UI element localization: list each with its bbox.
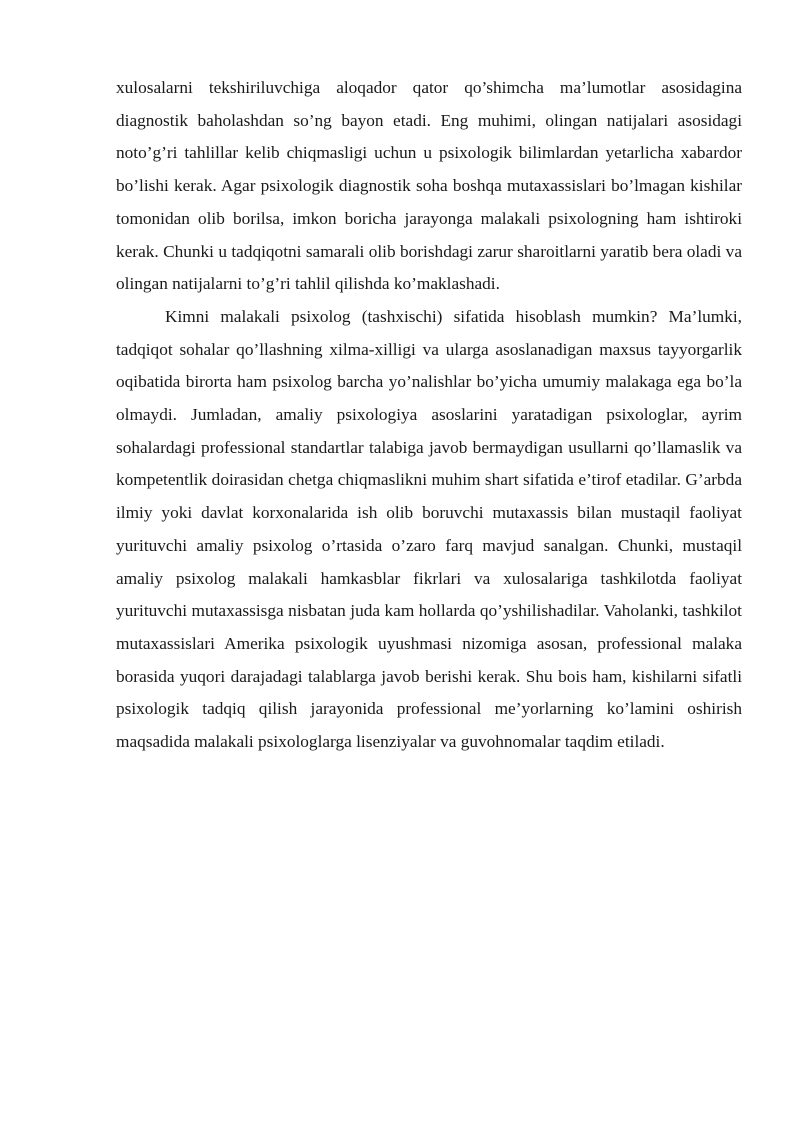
body-text: [116, 72, 742, 759]
paragraph-qualified-psychologist: Kimni malakali psixolog (tashxischi) sifatida hisoblash mumkin? Ma’lumki, tadqiqot sohalar qo’llashning xilma-xilligi va ularga asoslanadigan maxsus tayyorgarlik oqibatida birorta ham psixolog barcha yo’nalishlar bo’yicha umumiy malakaga ega bo’la olmaydi. Jumladan, amaliy psixologiya asoslarini yaratadigan psixologlar, ayrim sohalardagi professional standartlar talabiga javob bermaydigan usullarni qo’llamaslik va kompetentlik doirasidan chetga chiqmaslikni muhim shart sifatida e’tirof etadilar. G’arbda ilmiy yoki davlat korxonalarida ish olib boruvchi mutaxassis bilan mustaqil faoliyat yurituvchi amaliy psixolog o’rtasida o’zaro farq mavjud sanalgan. Chunki, mustaqil amaliy psixolog malakali hamkasblar fikrlari va xulosalariga tashkilotda faoliyat yurituvchi mutaxassisga nisbatan juda kam hollarda qo’yshilishadilar. Vaholanki, tashkilot mutaxassislari Amerika psixologik uyushmasi nizomiga asosan, professional malaka borasida yuqori darajadagi talablarga javob berishi kerak. Shu bois ham, kishilarni sifatli psixologik tadqiq qilish jarayonida professional me’yorlarning ko’lamini oshirish maqsadida malakali psixologlarga lisenziyalar va guvohnomalar taqdim etiladi.: [116, 306, 742, 752]
paragraph-continuation: xulosalarni tekshiriluvchiga aloqador qator qo’shimcha ma’lumotlar asosidagina diagnostik baholashdan so’ng bayon etadi. Eng muhimi, olingan natijalari asosidagi noto’g’ri tahlillar kelib chiqmasligi uchun u psixologik bilimlardan yetarlicha xabardor bo’lishi kerak. Agar psixologik diagnostik soha boshqa mutaxassislari bo’lmagan kishilar tomonidan olib borilsa, imkon boricha jarayonga malakali psixologning ham ishtiroki kerak. Chunki u tadqiqotni samarali olib borishdagi zarur sharoitlarni yaratib bera oladi va olingan natijalarni to’g’ri tahlil qilishda ko’maklashadi.: [116, 78, 742, 294]
